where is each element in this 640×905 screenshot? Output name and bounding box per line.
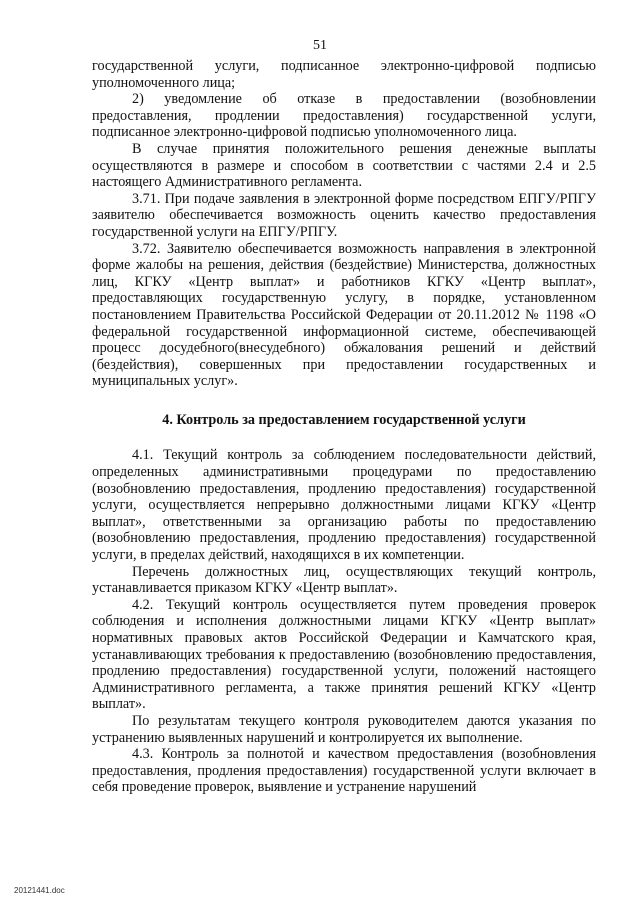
paragraph: По результатам текущего контроля руководителем даются указания по устранению выявленных нарушений и контролируется их выполнение. xyxy=(92,712,596,746)
paragraph: 4.1. Текущий контроль за соблюдением последовательности действий, определенных административными процедурами по предоставлению (возобновлению предоставления, продлению предоставления) государственной услуги, осуществляется непрерывно должностными лицами КГКУ «Центр выплат», ответственными за организацию работы по предоставлению (возобновлению предоставления, продлению предоставления) государственной услуги, в пределах действий, находящихся в их компетенции. xyxy=(92,447,596,564)
paragraph: государственной услуги, подписанное электронно-цифровой подписью уполномоченного лица; xyxy=(92,58,596,91)
file-name-footer: 20121441.doc xyxy=(14,886,65,895)
section-heading: 4. Контроль за предоставлением государственной услуги xyxy=(162,411,526,428)
paragraph: 4.2. Текущий контроль осуществляется путем проведения проверок соблюдения и исполнения должностными лицами КГКУ «Центр выплат» нормативных правовых актов Российской Федерации и Камчатского края, устанавливающих требования к предоставлению (возобновлению предоставления, продлению предоставления) государственной услуги, положений настоящего Административного регламента, а также принятия решений КГКУ «Центр выплат». xyxy=(92,596,596,713)
page-number: 51 xyxy=(313,38,327,53)
document-body xyxy=(92,58,596,796)
paragraph: В случае принятия положительного решения денежные выплаты осуществляются в размере и способом в соответствии с частями 2.4 и 2.5 настоящего Административного регламента. xyxy=(92,140,596,191)
paragraph: 3.72. Заявителю обеспечивается возможность направления в электронной форме жалобы на решения, действия (бездействие) Министерства, должностных лиц, КГКУ «Центр выплат» и работников КГКУ «Центр выплат», предоставляющих государственную услугу, в порядке, установленном постановлением Правительства Российской Федерации от 20.11.2012 № 1198 «О федеральной государственной информационной системе, обеспечивающей процесс досудебного(внесудебного) обжалования решений и действий (бездействия), совершенных при предоставлении государственных и муниципальных услуг». xyxy=(92,240,596,390)
paragraph: 2) уведомление об отказе в предоставлении (возобновлении предоставления, продлении предоставления) государственной услуги, подписанное электронно-цифровой подписью уполномоченного лица. xyxy=(92,91,596,141)
paragraph: 4.3. Контроль за полнотой и качеством предоставления (возобновления предоставления, продления предоставления) государственной услуги включает в себя проведение проверок, выявление и устранение нарушений xyxy=(92,746,596,796)
paragraph: Перечень должностных лиц, осуществляющих текущий контроль, устанавливается приказом КГКУ «Центр выплат». xyxy=(92,563,596,597)
paragraph: 3.71. При подаче заявления в электронной форме посредством ЕПГУ/РПГУ заявителю обеспечивается возможность оценить качество предоставления государственной услуги на ЕПГУ/РПГУ. xyxy=(92,190,596,240)
